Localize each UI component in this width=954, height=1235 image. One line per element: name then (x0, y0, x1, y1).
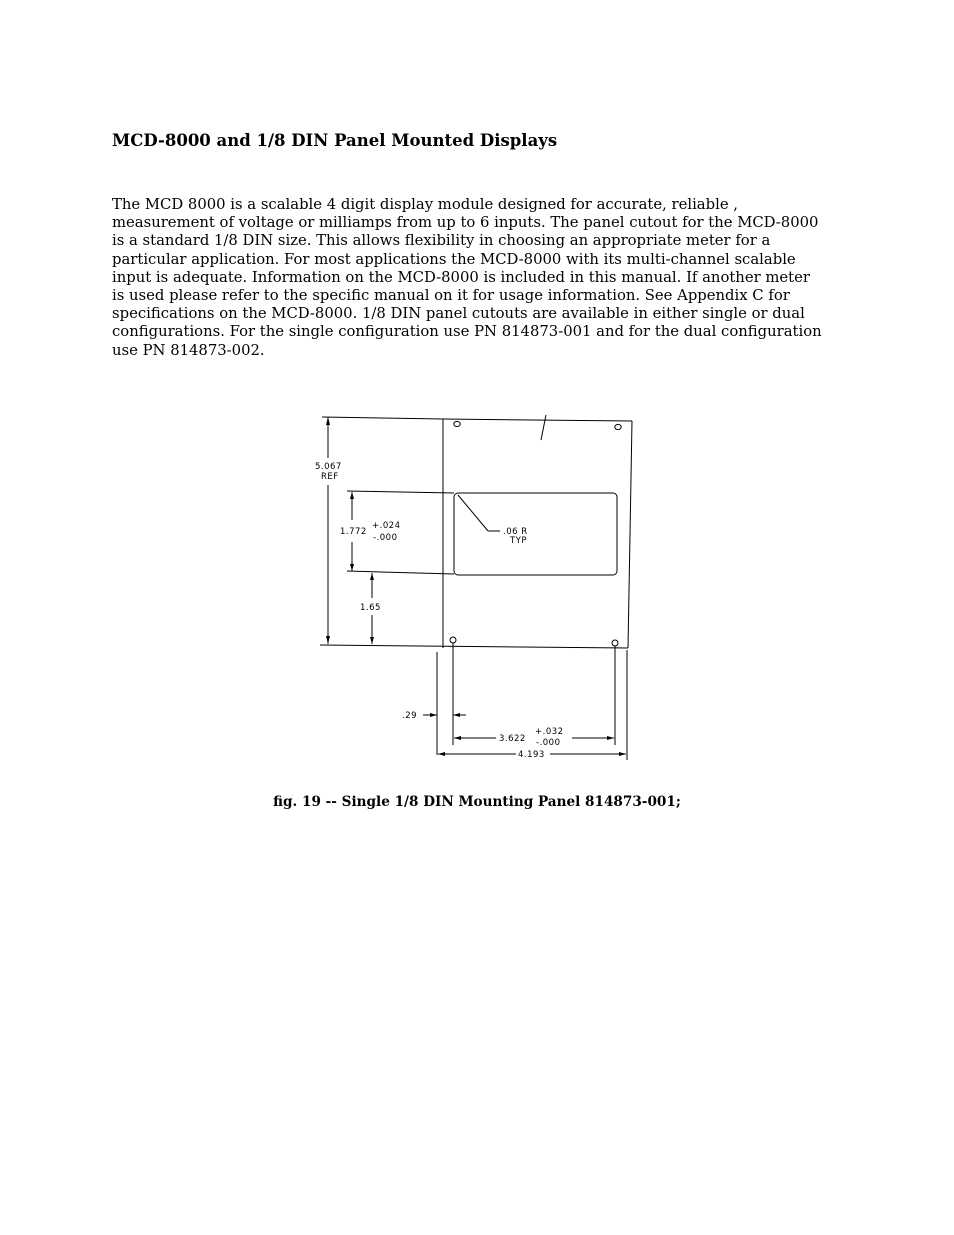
dim-cutout-height-tol-plus: +.024 (372, 521, 401, 531)
dim-overall-height-note: REF (321, 472, 339, 482)
dim-overall-width: 4.193 (518, 750, 545, 760)
paragraph-line: use PN 814873-002. (112, 341, 265, 359)
panel-right-edge (628, 421, 632, 648)
mounting-hole (450, 637, 456, 643)
mounting-hole (612, 640, 618, 646)
paragraph-line: particular application. For most applications the MCD-8000 with its multi-channel scalable (112, 250, 796, 268)
dim-hole-spacing: 3.622 (499, 734, 526, 744)
panel-top-edge (443, 419, 632, 421)
paragraph-line: measurement of voltage or milliamps from up to 6 inputs. The panel cutout for the MCD-8000 (112, 214, 819, 232)
paragraph-line: specifications on the MCD-8000. 1/8 DIN panel cutouts are available in either single or dual (112, 305, 805, 323)
paragraph-line: input is adequate. Information on the MCD-8000 is included in this manual. If another meter (112, 268, 810, 286)
drawing-svg (300, 405, 650, 770)
dim-bottom-offset: 1.65 (360, 603, 381, 613)
body-paragraph (112, 196, 857, 360)
paragraph-line: is a standard 1/8 DIN size. This allows flexibility in choosing an appropriate meter for a (112, 232, 771, 250)
paragraph-line: configurations. For the single configuration use PN 814873-001 and for the dual configuration (112, 323, 822, 341)
figure-caption-text: fig. 19 -- Single 1/8 DIN Mounting Panel 814873-001; (273, 794, 681, 810)
panel-bottom-edge (320, 645, 628, 648)
dim-hole-spacing-tol-plus: +.032 (535, 727, 564, 737)
mounting-hole (615, 424, 621, 429)
dim-cutout-height-tol-minus: -.000 (373, 533, 398, 543)
mounting-panel-drawing (300, 405, 650, 770)
dim-cutout-height: 1.772 (340, 527, 367, 537)
section-title: MCD-8000 and 1/8 DIN Panel Mounted Displays (112, 131, 558, 150)
dim-overall-height: 5.067 (315, 462, 342, 472)
dim-left-offset: .29 (402, 711, 418, 721)
mounting-hole (454, 421, 460, 426)
paragraph-line: is used please refer to the specific manual on it for usage information. See Appendix C for (112, 287, 790, 305)
din-cutout (454, 493, 617, 575)
dim-hole-spacing-tol-minus: -.000 (536, 738, 561, 748)
dim-corner-radius-note: TYP (510, 536, 528, 546)
dim-corner-radius: .06 R (503, 527, 528, 537)
paragraph-line: The MCD 8000 is a scalable 4 digit display module designed for accurate, reliable , (112, 196, 738, 213)
figure-caption (0, 794, 954, 810)
